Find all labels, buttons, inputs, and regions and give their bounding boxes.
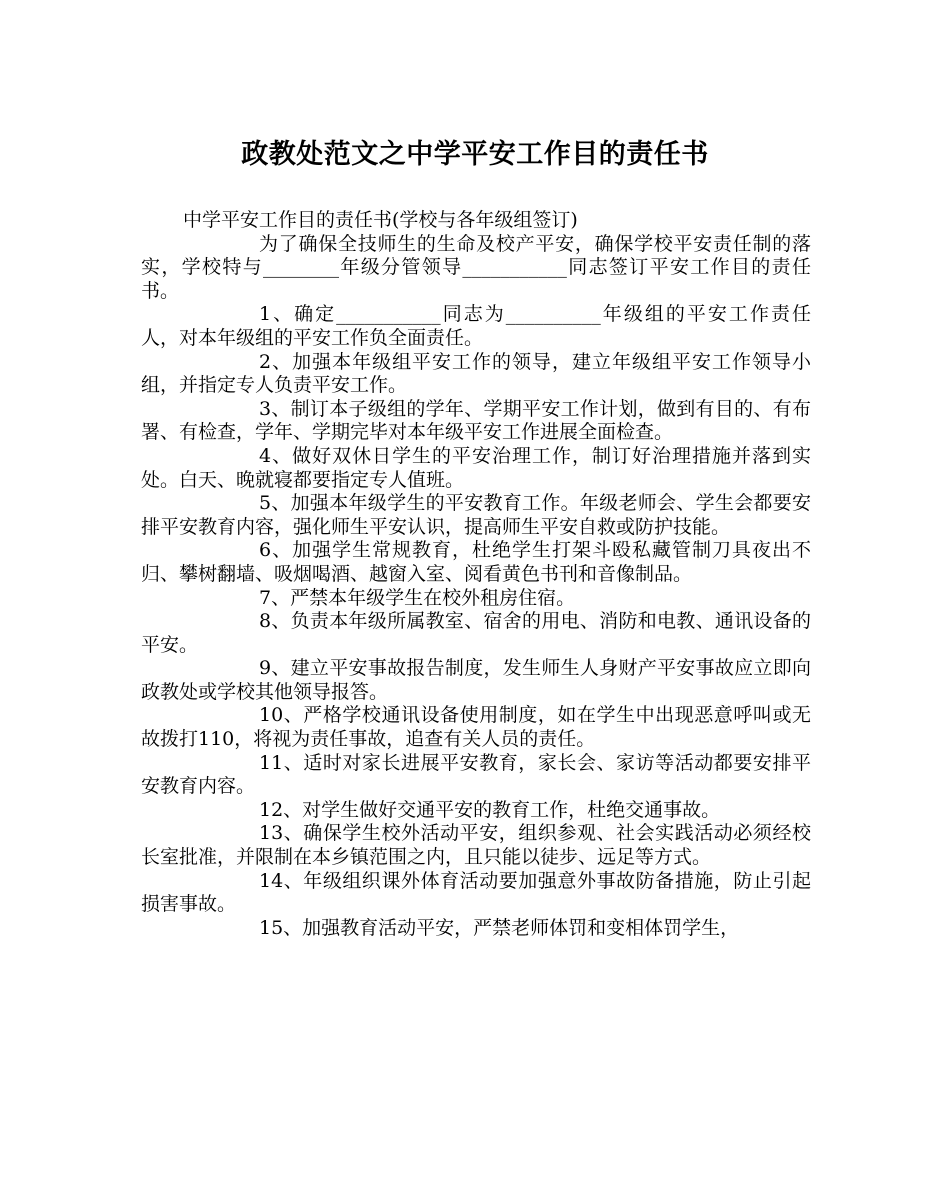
document-title: 政教处范文之中学平安工作目的责任书 bbox=[241, 139, 709, 170]
clause-5: 5、加强本年级学生的平安教育工作。年级老师会、学生会都要安排平安教育内容，强化师生平安认识，提高师生平安自救或防护技能。 bbox=[141, 492, 811, 538]
clause-6: 6、加强学生常规教育，杜绝学生打架斗殴私藏管制刀具夜出不归、攀树翻墙、吸烟喝酒、越窗入室、阅看黄色书刊和音像制品。 bbox=[141, 539, 811, 585]
clause-2: 2、加强本年级组平安工作的领导，建立年级组平安工作领导小组，并指定专人负责平安工作。 bbox=[141, 350, 811, 397]
clause-12: 12、对学生做好交通平安的教育工作，杜绝交通事故。 bbox=[259, 798, 721, 821]
document-subtitle: 中学平安工作目的责任书(学校与各年级组签订) bbox=[183, 209, 578, 231]
clause-1: 1、确定___________同志为__________年级组的平安工作责任人，对本年级组的平安工作负全面责任。 bbox=[141, 303, 811, 349]
clause-10: 10、严格学校通讯设备使用制度，如在学生中出现恶意呼叫或无故拨打110，将视为责任事故，追查有关人员的责任。 bbox=[141, 704, 811, 751]
clause-7: 7、严禁本年级学生在校外租房住宿。 bbox=[259, 586, 576, 609]
clause-13: 13、确保学生校外活动平安，组织参观、社会实践活动必须经校长室批准，并限制在本乡镇范围之内，且只能以徒步、远足等方式。 bbox=[141, 822, 811, 869]
intro-paragraph: 为了确保全技师生的生命及校产平安，确保学校平安责任制的落实，学校特与________年级分管领导___________同志签订平安工作目的责任书。 bbox=[141, 232, 811, 302]
clause-15: 15、加强教育活动平安，严禁老师体罚和变相体罚学生， bbox=[259, 916, 740, 939]
document-body bbox=[141, 209, 811, 940]
clause-4: 4、做好双休日学生的平安治理工作，制订好治理措施并落到实处。白天、晚就寝都要指定专人值班。 bbox=[141, 444, 811, 491]
clause-14: 14、年级组织课外体育活动要加强意外事故防备措施，防止引起损害事故。 bbox=[141, 869, 811, 916]
clause-3: 3、制订本子级组的学年、学期平安工作计划，做到有目的、有布署、有检查，学年、学期完毕对本年级平安工作进展全面检查。 bbox=[141, 397, 811, 444]
clause-11: 11、适时对家长进展平安教育，家长会、家访等活动都要安排平安教育内容。 bbox=[141, 751, 811, 798]
clause-9: 9、建立平安事故报告制度，发生师生人身财产平安事故应立即向政教处或学校其他领导报答。 bbox=[141, 657, 811, 703]
clause-8: 8、负责本年级所属教室、宿舍的用电、消防和电教、通讯设备的平安。 bbox=[141, 610, 811, 656]
